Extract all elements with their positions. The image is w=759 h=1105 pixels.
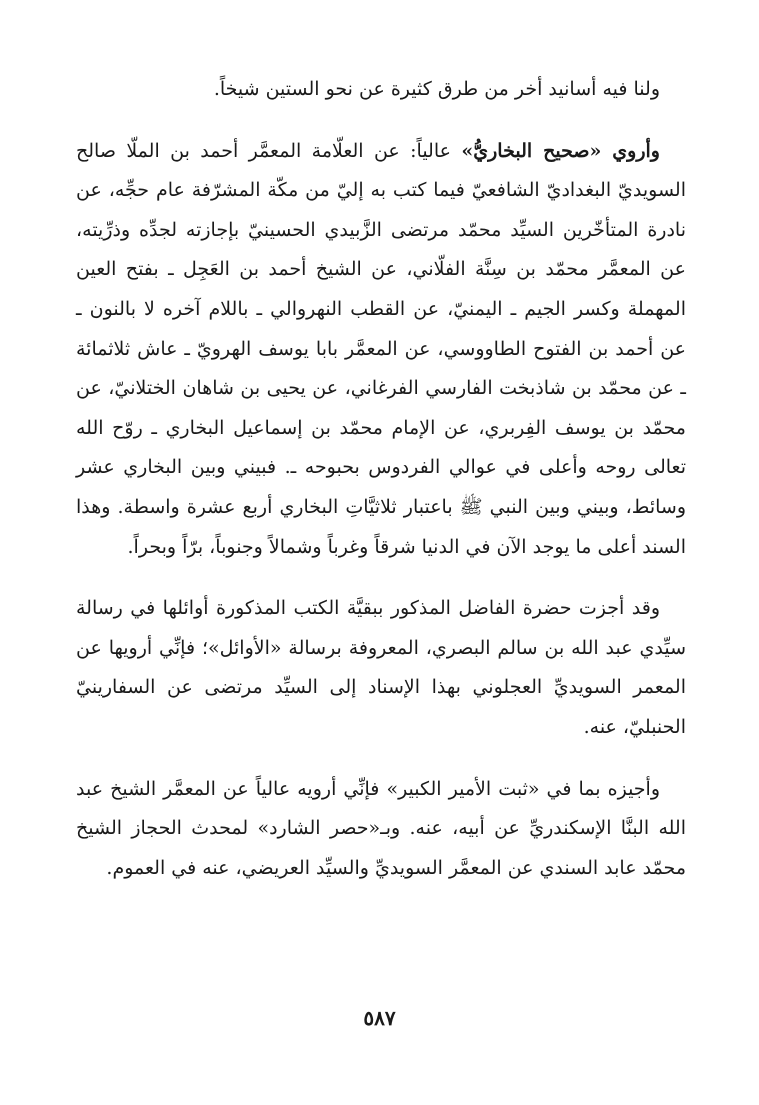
paragraph-text: ولنا فيه أسانيد أخر من طرق كثيرة عن نحو الستين شيخاً. [213, 78, 660, 100]
page-number: ٥٨٧ [363, 1006, 396, 1030]
paragraph-asanid [76, 70, 686, 110]
paragraph-text: وأجيزه بما في «ثبت الأمير الكبير» فإنِّي أرويه عالياً عن المعمَّر الشيخ عبد الله البنَّا الإسكندريِّ عن أبيه، عنه. وبـ«حصر الشارد» لمحدث الحجاز الشيخ محمّد عابد السندي عن المعمَّر السويديِّ والسيِّد العريضي، عنه في العموم. [76, 777, 686, 879]
paragraph-thabat [76, 770, 686, 889]
paragraph-bold-lead: وأروي «صحيح البخاريُّ» [461, 139, 660, 162]
paragraph-ijaza [76, 589, 686, 747]
paragraph-text: عالياً: عن العلّامة المعمَّر أحمد بن الملّا صالح السويديّ البغداديّ الشافعيّ فيما كتب به إليّ من مكّة المشرّفة عام حجِّه، عن نادرة المتأخّرين السيِّد محمّد مرتضى الزَّبيدي الحسينيّ بإجازته لجدِّه وذرِّيته، عن المعمَّر محمّد بن سِنَّة الفلّاني، عن الشيخ أحمد بن العَجِل ـ بفتح العين المهملة وكسر الجيم ـ اليمنيّ، عن القطب النهروالي ـ باللام آخره لا بالنون ـ عن أحمد بن الفتوح الطاووسي، عن المعمَّر بابا يوسف الهرويّ ـ عاش ثلاثمائة ـ عن محمّد بن شاذبخت الفارسي الفرغاني، عن يحيى بن شاهان الختلانيّ، عن محمّد بن يوسف الفِربري، عن الإمام محمّد بن إسماعيل البخاري ـ روّح الله تعالى روحه وأعلى في عوالي الفردوس بحبوحه ـ. فبيني وبين البخاري عشر وسائط، وبيني وبين النبي ﷺ باعتبار ثلاثيَّاتِ البخاري أربع عشرة واسطة. وهذا السند أعلى ما يوجد الآن في الدنيا شرقاً وغرباً وشمالاً وجنوباً، برّاً وبحراً. [76, 139, 686, 558]
paragraph-text: وقد أجزت حضرة الفاضل المذكور ببقيَّة الكتب المذكورة أوائلها في رسالة سيِّدي عبد الله بن سالم البصري، المعروفة برسالة «الأوائل»؛ فإنِّي أرويها عن المعمر السويديِّ العجلوني بهذا الإسناد إلى السيِّد مرتضى عن السفارينيّ الحنبليّ، عنه. [76, 597, 686, 738]
page-body [76, 70, 686, 910]
paragraph-sahih-bukhari [76, 132, 686, 568]
